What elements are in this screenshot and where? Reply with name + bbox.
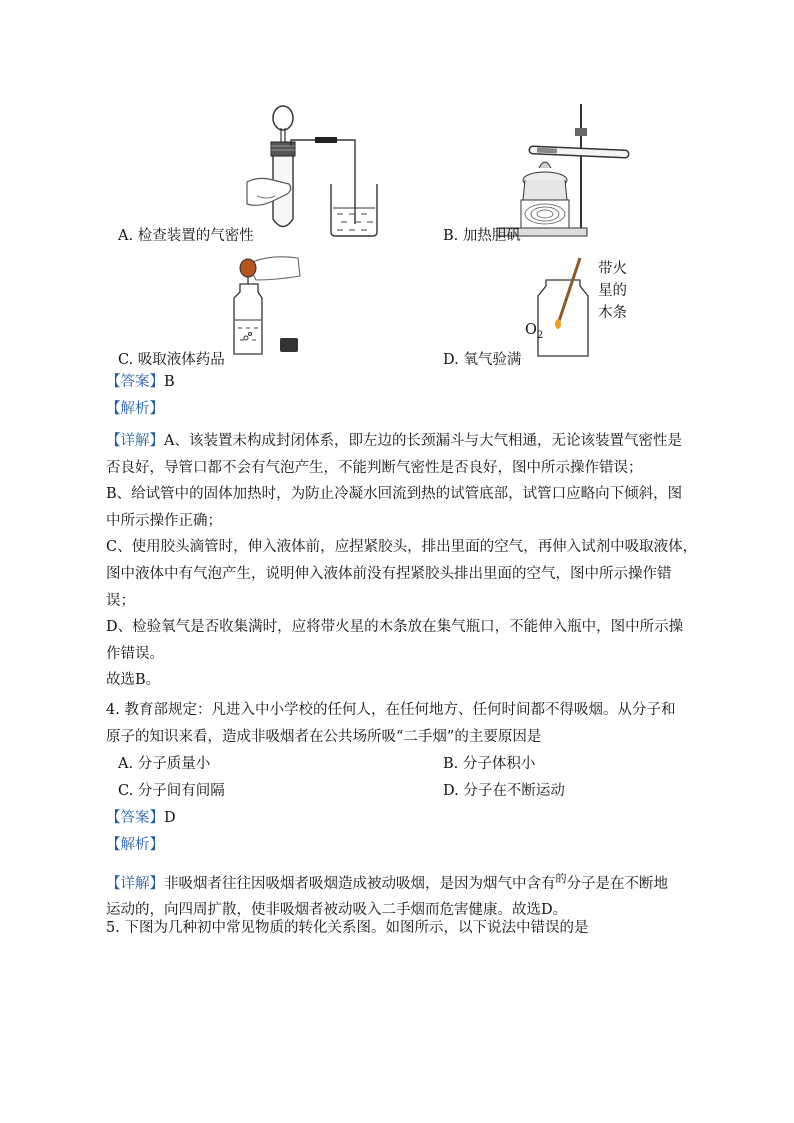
q3-option-d: D. 氧气验满 [443, 352, 522, 368]
figure-b-heating-apparatus [495, 100, 635, 240]
q3-detail-line: C、使用胶头滴管时，伸入液体前，应捏紧胶头，排出里面的空气，再伸入试剂中吸取液体， [106, 539, 698, 556]
q3-detail-line: 误； [106, 592, 135, 609]
q4-option-b: B. 分子体积小 [443, 756, 536, 772]
q3-detail-line: A、该装置未构成封闭体系，即左边的长颈漏斗与大气相通，无论该装置气密性是 [164, 433, 682, 449]
q3-analysis-tag: 【解析】 [106, 401, 164, 417]
figure-d-gas-label: $O_2$ [525, 322, 544, 341]
q4-stem-line: 原子的知识来看，造成非吸烟者在公共场所吸“二手烟”的主要原因是 [106, 729, 542, 745]
q4-detail-tag: 【详解】 [106, 875, 164, 892]
figure-d-label-line: 木条 [598, 305, 627, 321]
q3-option-c: C. 吸取液体药品 [118, 352, 225, 368]
q4-option-d: D. 分子在不断运动 [443, 783, 565, 799]
q3-answer: 【答案】B [106, 374, 175, 390]
figure-a-airtightness-apparatus [245, 104, 385, 239]
q3-option-b: B. 加热胆矾 [443, 228, 521, 244]
q3-detail-line: B、给试管中的固体加热时，为防止冷凝水回流到热的试管底部，试管口应略向下倾斜，图 [106, 486, 683, 503]
q4-stem-line: 4. 教育部规定：凡进入中小学校的任何人，在任何地方、任何时间都不得吸烟。从分子和 [106, 702, 676, 718]
q4-detail: 【详解】非吸烟者往往因吸烟者吸烟造成被动吸烟，是因为烟气中含有$^的$分子是在不断地 运动的，向四周扩散，使非吸烟者被动吸入二手烟而危害健康。故选D。 [106, 866, 668, 923]
q3-detail-line: 故选B。 [106, 672, 161, 689]
q3-detail-line: 作错误。 [106, 645, 164, 662]
q4-detail-line: 运动的，向四周扩散，使非吸烟者被动吸入二手烟而危害健康。故选D。 [106, 901, 568, 918]
q4-option-c: C. 分子间有间隔 [118, 783, 225, 799]
q3-detail-line: D、检验氧气是否收集满时，应将带火星的木条放在集气瓶口，不能伸入瓶中，图中所示操 [106, 619, 684, 636]
figure-d-label-line: 带火 [598, 261, 627, 277]
q4-option-a: A. 分子质量小 [118, 756, 211, 772]
q3-detail [106, 428, 697, 694]
q3-option-a: A. 检查装置的气密性 [118, 228, 254, 244]
q4-answer: 【答案】D [106, 810, 176, 826]
q3-detail-line: 中所示操作正确； [106, 512, 222, 529]
q3-detail-line: 图中液体中有气泡产生，说明伸入液体前没有捏紧胶头排出里面的空气，图中所示操作错 [106, 565, 672, 582]
q3-detail-tag: 【详解】 [106, 433, 164, 449]
figure-d-label-line: 星的 [598, 283, 627, 299]
q3-detail-line: 否良好，导管口都不会有气泡产生，不能判断气密性是否良好，图中所示操作错误； [106, 459, 643, 476]
q4-analysis-tag: 【解析】 [106, 837, 164, 853]
figure-c-dropper-apparatus [228, 250, 308, 360]
q5-stem: 5. 下图为几种初中常见物质的转化关系图。如图所示，以下说法中错误的是 [106, 920, 589, 936]
q4-stem [106, 697, 675, 751]
